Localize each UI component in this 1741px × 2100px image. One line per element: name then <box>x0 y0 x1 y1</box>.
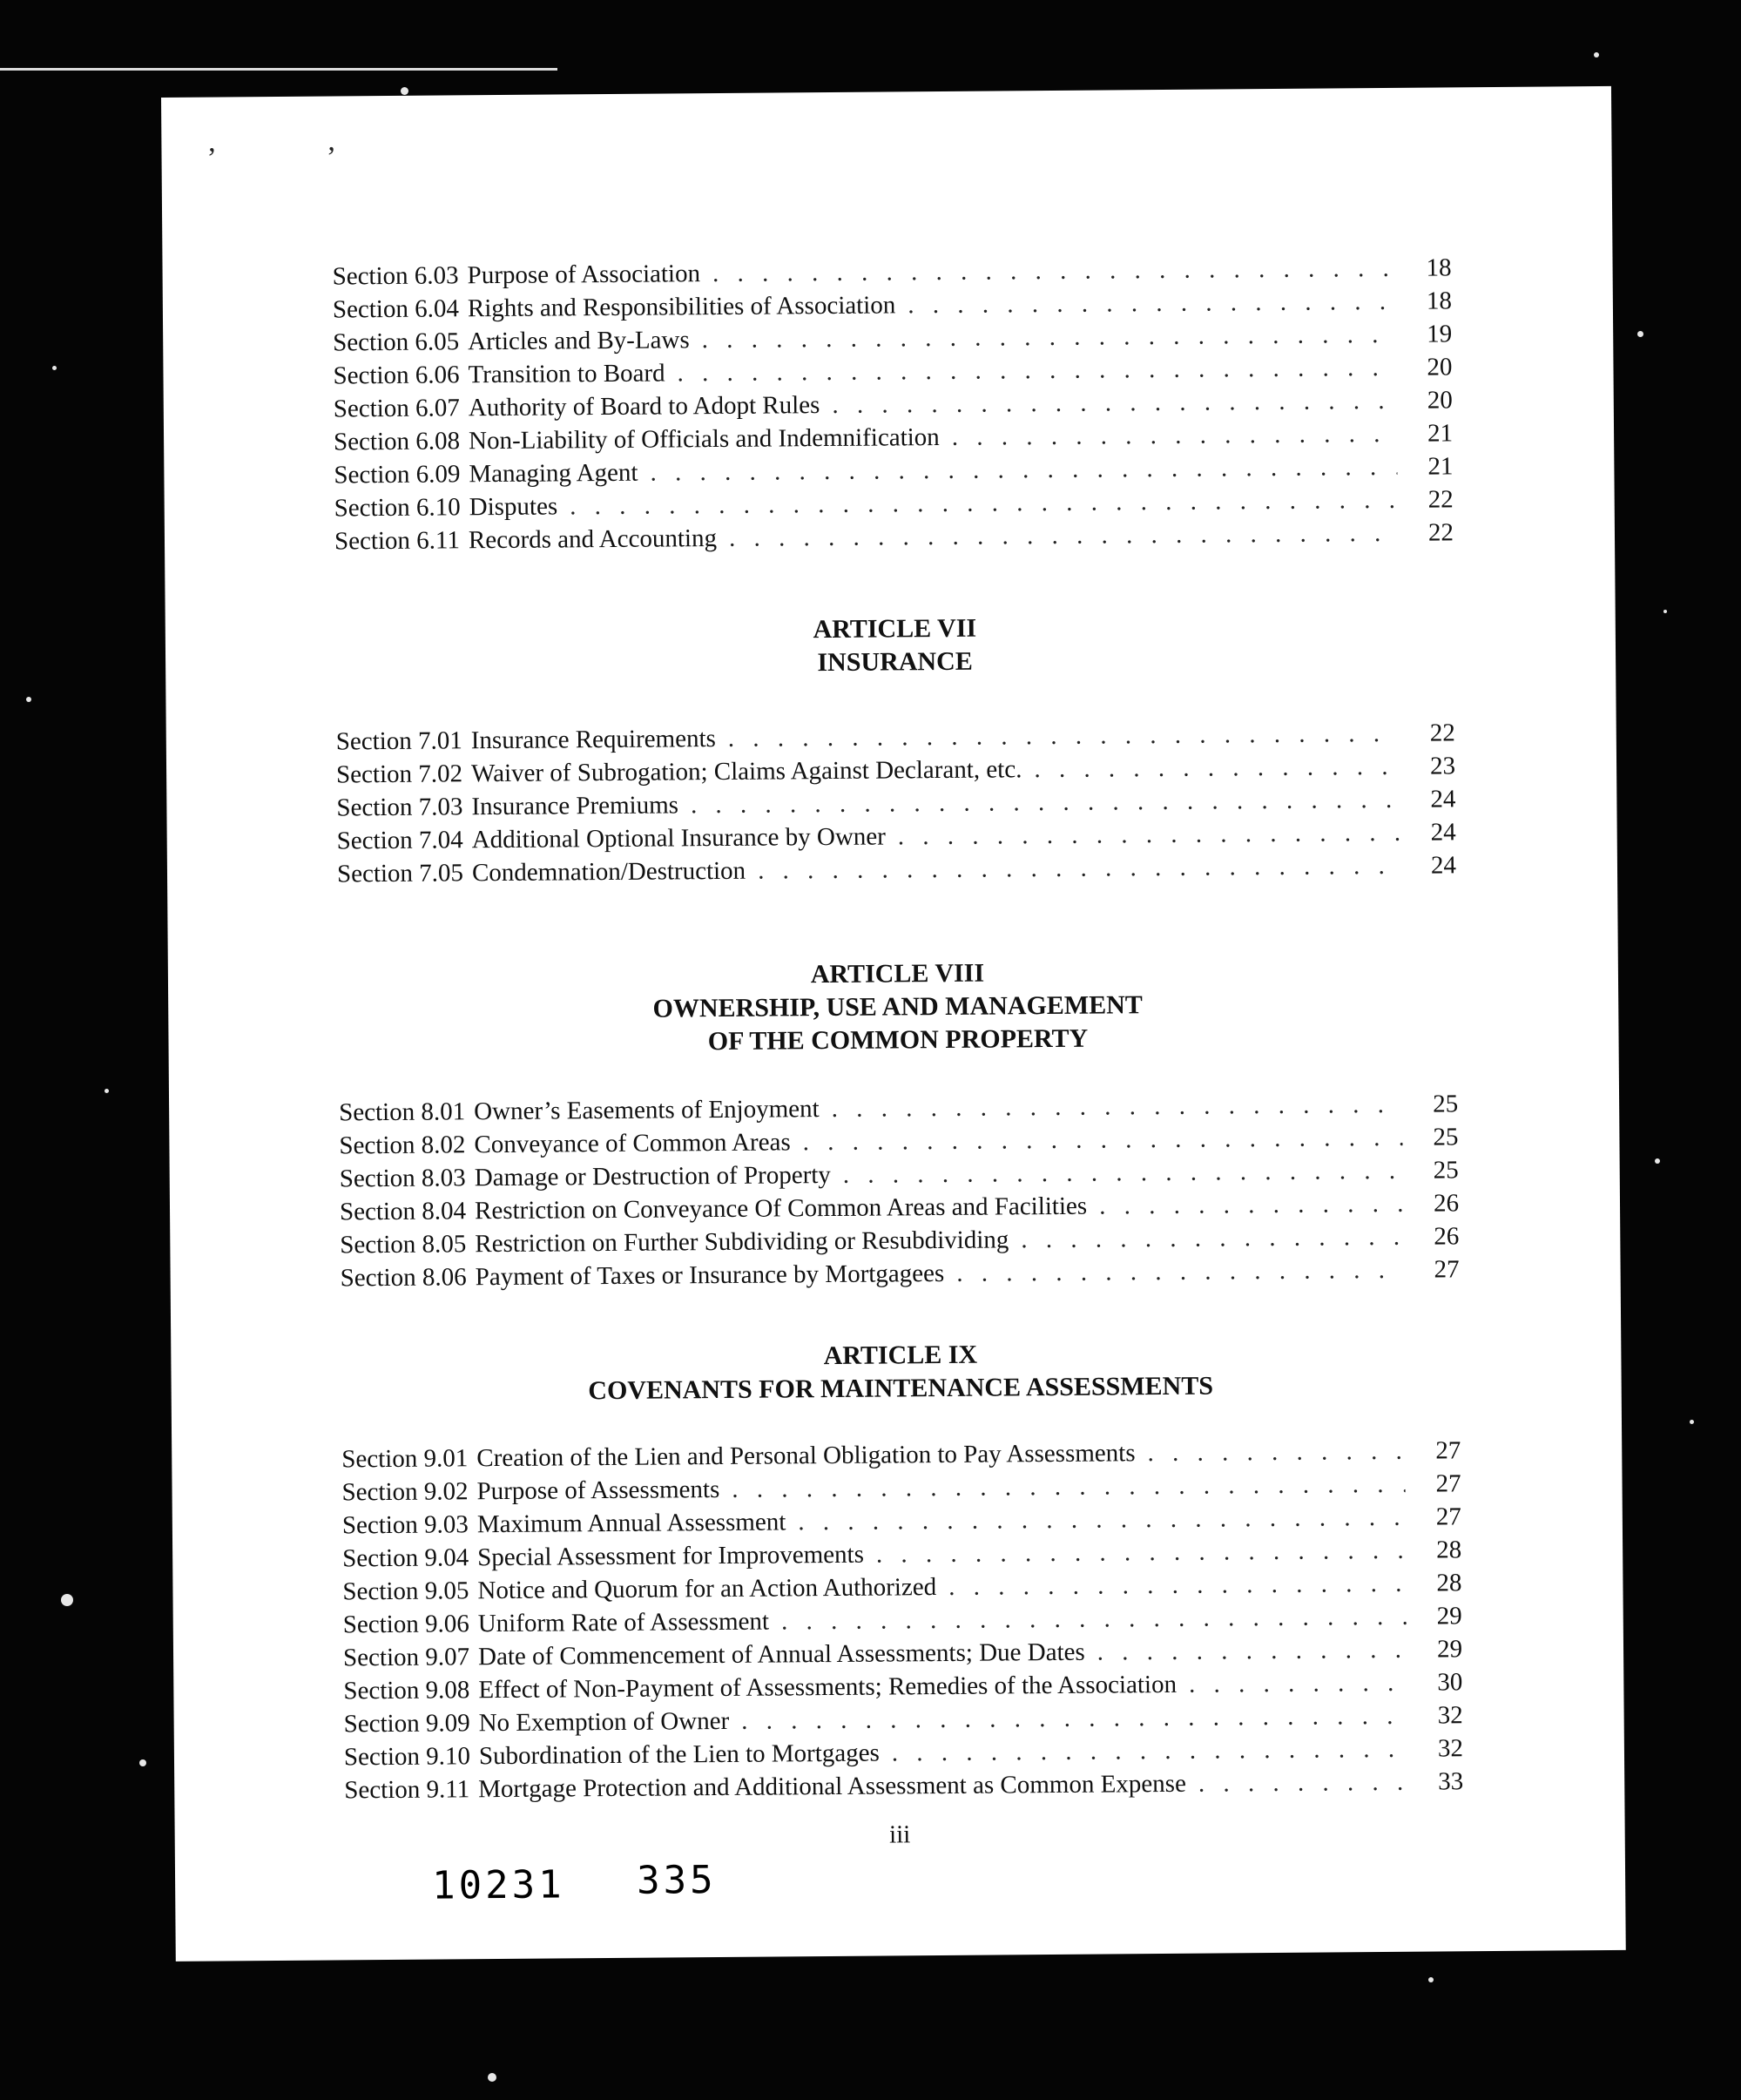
page-ref: 18 <box>1426 287 1453 315</box>
article-8-list <box>339 1087 1460 1294</box>
scan-speck <box>1663 610 1667 613</box>
scan-speck <box>1594 52 1599 57</box>
section-number: Section 6.09 <box>334 460 461 490</box>
dot-leader <box>741 1699 1407 1738</box>
dot-leader <box>1021 1220 1403 1256</box>
page-ref: 27 <box>1434 1255 1460 1284</box>
dot-leader <box>781 1600 1407 1638</box>
section-number: Section 9.02 <box>341 1477 469 1507</box>
page-ref: 32 <box>1437 1734 1464 1763</box>
dot-leader <box>728 717 1400 755</box>
section-number: Section 9.08 <box>343 1676 470 1705</box>
section-number: Section 8.06 <box>340 1263 467 1293</box>
article-9-list <box>341 1434 1463 1806</box>
article-8-heading <box>338 953 1458 1061</box>
page-ref: 28 <box>1436 1536 1462 1564</box>
page-ref: 24 <box>1430 818 1456 847</box>
section-number: Section 6.07 <box>333 394 460 423</box>
scan-speck <box>401 87 408 95</box>
section-title: Authority of Board to Adopt Rules <box>468 391 820 422</box>
dot-leader <box>803 1121 1403 1158</box>
section-title: Notice and Quorum for an Action Authorized <box>477 1573 937 1605</box>
dot-leader <box>956 1253 1404 1290</box>
section-title: Rights and Responsibilities of Association <box>467 291 896 323</box>
section-title: Creation of the Lien and Personal Obligation to Pay Assessments <box>476 1439 1136 1473</box>
section-title: Purpose of Assessments <box>476 1475 720 1506</box>
section-number: Section 8.03 <box>339 1164 466 1193</box>
section-number: Section 9.06 <box>342 1610 469 1639</box>
section-number: Section 7.05 <box>336 859 464 888</box>
dot-leader <box>876 1534 1406 1571</box>
dot-leader <box>798 1501 1406 1538</box>
dot-leader <box>892 1732 1407 1770</box>
scan-speck <box>139 1759 146 1766</box>
section-number: Section 6.10 <box>334 493 461 523</box>
section-title: Purpose of Association <box>467 260 701 290</box>
section-number: Section 8.05 <box>340 1230 467 1259</box>
section-number: Section 9.11 <box>344 1775 470 1805</box>
dot-leader <box>732 1468 1406 1506</box>
dot-leader <box>1034 750 1400 786</box>
page-ref: 29 <box>1436 1635 1463 1664</box>
article-9-heading <box>341 1334 1461 1409</box>
page-ref: 20 <box>1427 386 1453 415</box>
scan-speck <box>1428 1977 1434 1982</box>
page-ref: 27 <box>1435 1469 1461 1498</box>
scan-speck <box>26 697 31 702</box>
scan-speck <box>105 1089 109 1093</box>
section-number: Section 9.05 <box>342 1577 469 1606</box>
dot-leader <box>1147 1435 1405 1469</box>
page-ref: 27 <box>1435 1436 1461 1465</box>
section-title: Mortgage Protection and Additional Assessment as Common Expense <box>478 1769 1187 1804</box>
section-title: Owner’s Easements of Enjoyment <box>474 1095 820 1126</box>
page-ref: 30 <box>1437 1668 1463 1697</box>
stamp-number-left: 10231 <box>431 1862 565 1908</box>
dot-leader <box>1099 1187 1403 1223</box>
section-number: Section 8.02 <box>339 1131 466 1160</box>
section-number: Section 7.01 <box>335 726 462 756</box>
section-number: Section 8.01 <box>339 1097 466 1127</box>
section-number: Section 9.01 <box>341 1444 469 1474</box>
scan-speck <box>1655 1158 1660 1164</box>
section-title: Effect of Non-Payment of Assessments; Remedies of the Association <box>478 1670 1178 1705</box>
dot-leader <box>952 417 1398 454</box>
article-7-subtitle: INSURANCE <box>817 646 973 678</box>
section-title: Special Assessment for Improvements <box>477 1540 865 1572</box>
page-ref: 25 <box>1433 1156 1459 1185</box>
section-number: Section 6.06 <box>333 361 460 390</box>
section-title: Waiver of Subrogation; Claims Against Declarant, etc. <box>470 755 1022 788</box>
scan-streak <box>0 68 557 71</box>
dot-leader <box>908 285 1396 321</box>
page-ref: 21 <box>1427 419 1454 448</box>
stamp-number-right: 335 <box>636 1858 717 1903</box>
dot-leader <box>691 783 1400 821</box>
scan-speck <box>1637 331 1643 337</box>
page-ref: 18 <box>1426 253 1452 282</box>
section-number: Section 8.04 <box>339 1197 467 1226</box>
page-ref: 25 <box>1432 1090 1459 1118</box>
article-7-title: ARTICLE VII <box>813 613 977 645</box>
page-ref: 27 <box>1435 1502 1461 1531</box>
page-ref: 33 <box>1438 1767 1464 1796</box>
page-ref: 29 <box>1436 1602 1462 1631</box>
section-title: No Exemption of Owner <box>478 1706 730 1738</box>
page-ref: 19 <box>1427 320 1453 348</box>
scan-speck <box>52 366 57 370</box>
section-title: Payment of Taxes or Insurance by Mortgagees <box>475 1259 945 1292</box>
article-8-title: ARTICLE VIII <box>810 958 985 989</box>
section-number: Section 9.03 <box>341 1510 469 1540</box>
dot-leader <box>729 517 1398 555</box>
section-title: Subordination of the Lien to Mortgages <box>478 1739 880 1771</box>
section-number: Section 9.07 <box>342 1643 470 1672</box>
section-title: Restriction on Further Subdividing or Resubdividing <box>475 1226 1009 1259</box>
section-number: Section 7.04 <box>336 826 463 855</box>
page-ref: 24 <box>1430 785 1456 814</box>
section-number: Section 6.11 <box>334 526 461 556</box>
article-6-list <box>332 251 1454 557</box>
page-ref: 25 <box>1433 1123 1459 1151</box>
section-title: Maximum Annual Assessment <box>476 1508 786 1539</box>
section-number: Section 6.08 <box>333 427 461 456</box>
section-title: Uniform Rate of Assessment <box>477 1607 770 1638</box>
section-title: Non-Liability of Officials and Indemnification <box>468 422 940 456</box>
dot-leader <box>898 816 1400 854</box>
section-title: Restriction on Conveyance Of Common Areas and Facilities <box>474 1192 1088 1226</box>
page-ref: 21 <box>1427 452 1454 481</box>
scan-speck <box>61 1594 73 1606</box>
section-number: Section 6.05 <box>333 327 460 357</box>
page-ref: 23 <box>1429 752 1456 780</box>
dot-leader <box>843 1154 1403 1192</box>
section-title: Conveyance of Common Areas <box>474 1128 791 1159</box>
document-page <box>161 86 1626 1962</box>
article-8-subtitle-1: OWNERSHIP, USE AND MANAGEMENT <box>652 990 1143 1023</box>
dot-leader <box>1198 1766 1408 1800</box>
article-9-title: ARTICLE IX <box>823 1340 978 1371</box>
section-title: Condemnation/Destruction <box>471 856 746 888</box>
section-title: Insurance Premiums <box>471 791 679 821</box>
page-ref: 26 <box>1434 1222 1460 1251</box>
dot-leader <box>1097 1633 1407 1669</box>
section-number: Section 6.04 <box>332 294 460 324</box>
section-title: Records and Accounting <box>468 524 718 555</box>
page-number: iii <box>888 1820 911 1849</box>
page-ref: 24 <box>1430 851 1457 880</box>
dot-leader <box>948 1567 1407 1604</box>
dot-leader <box>702 318 1397 356</box>
page-ref: 32 <box>1437 1701 1463 1730</box>
dot-leader <box>832 384 1397 422</box>
scan-speck <box>1690 1420 1694 1424</box>
article-8-subtitle-2: OF THE COMMON PROPERTY <box>707 1023 1089 1057</box>
section-number: Section 9.10 <box>343 1742 471 1772</box>
dot-leader <box>677 351 1396 389</box>
section-number: Section 6.03 <box>332 261 459 291</box>
section-title: Managing Agent <box>469 458 638 489</box>
page-ref: 20 <box>1427 353 1453 382</box>
page-ref: 22 <box>1429 719 1455 747</box>
section-title: Insurance Requirements <box>470 725 716 755</box>
section-number: Section 7.03 <box>336 793 463 822</box>
corner-marks: ’ ’ <box>206 140 389 175</box>
page-ref: 26 <box>1433 1189 1460 1218</box>
section-number: Section 7.02 <box>335 760 463 789</box>
section-number: Section 9.09 <box>343 1709 470 1739</box>
section-title: Transition to Board <box>468 359 665 389</box>
scan-speck <box>488 2073 496 2082</box>
section-title: Disputes <box>469 492 558 522</box>
page-ref: 22 <box>1427 485 1454 514</box>
section-title: Damage or Destruction of Property <box>474 1161 831 1192</box>
dot-leader <box>832 1088 1403 1125</box>
dot-leader <box>1189 1666 1407 1701</box>
page-ref: 22 <box>1427 518 1454 547</box>
page-ref: 28 <box>1436 1569 1462 1597</box>
article-7-list <box>336 716 1456 890</box>
section-title: Articles and By-Laws <box>468 326 690 356</box>
section-title: Date of Commencement of Annual Assessments; Due Dates <box>477 1637 1085 1671</box>
article-9-subtitle: COVENANTS FOR MAINTENANCE ASSESSMENTS <box>588 1371 1214 1406</box>
article-7-heading <box>335 608 1455 683</box>
section-title: Additional Optional Insurance by Owner <box>471 822 886 854</box>
section-number: Section 9.04 <box>342 1543 469 1573</box>
dot-leader <box>712 252 1396 290</box>
dot-leader <box>758 849 1400 888</box>
